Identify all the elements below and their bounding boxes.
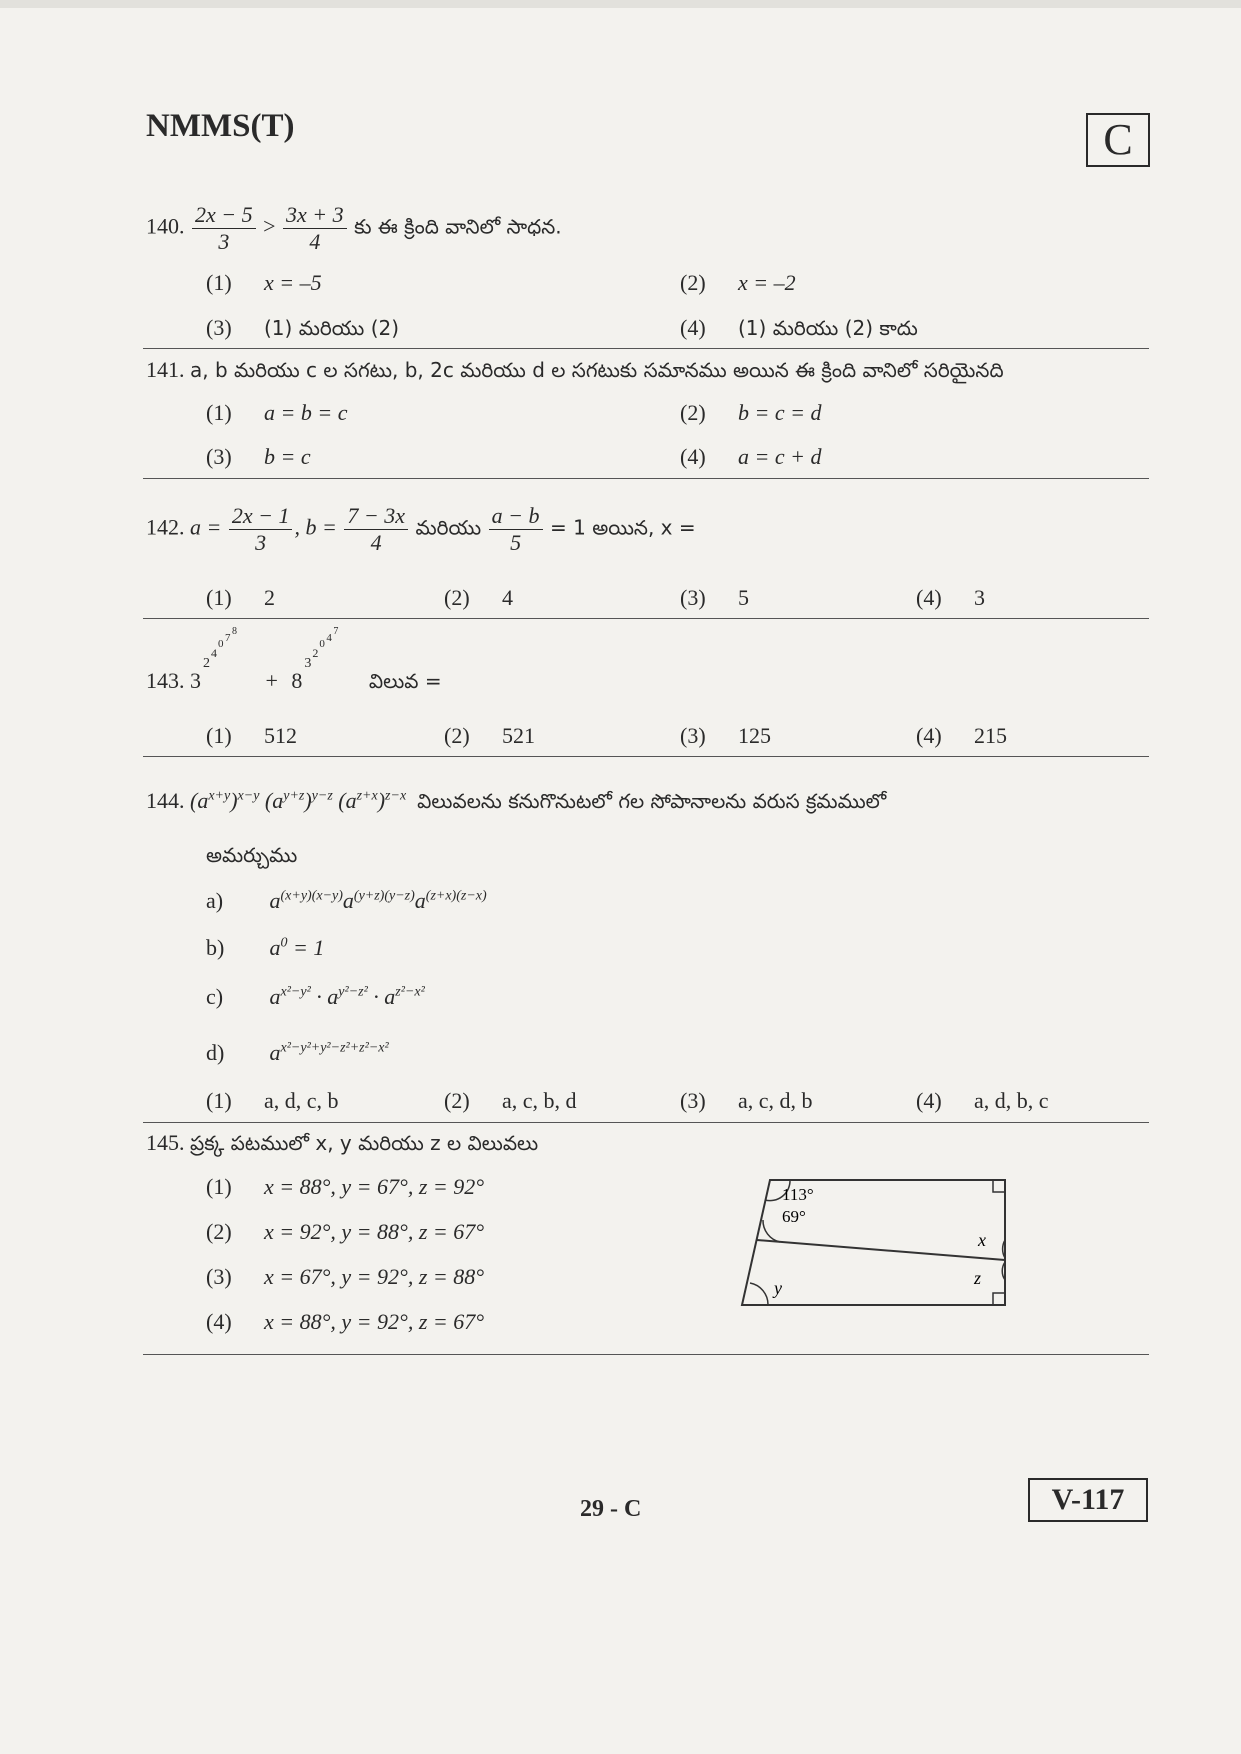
step-c: c) $a^{x^2-y^2} \cdot a^{y^2-z^2} \cdot a^{z^2-x^2}$ [206,984,425,1009]
question-number: 141. [146,357,185,382]
option-2: (2) 521 [444,723,535,748]
question-143 [146,626,442,698]
option-3: (3) b = c [206,444,311,469]
set-code-box: C [1086,113,1150,167]
question-text: a, b మరియు c ల సగటు, b, 2c మరియు d ల సగటుకు సమానము అయిన ఈ క్రింది వానిలో సరియైనది [190,358,1004,382]
question-145 [146,1130,538,1160]
question-text-continued: అమర్చుము [206,843,298,867]
question-140 [146,202,562,255]
page-top-edge [0,0,1241,8]
expr-term-3: $(a^{z+x})^{z-x}$ [338,788,407,813]
option-3: (3) 125 [680,723,771,748]
option-3: (3) x = 67°, y = 92°, z = 88° [206,1264,485,1289]
question-141 [146,357,1004,387]
angle-arc-y [750,1283,768,1305]
figure-diagonal [757,1240,1005,1260]
option-1: (1) 2 [206,585,275,610]
option-4: (4) a, d, b, c [916,1088,1049,1113]
label-z: z [974,1268,982,1288]
option-1: (1) x = –5 [206,270,322,295]
option-1: (1) 512 [206,723,297,748]
option-4: (4) 3 [916,585,985,610]
divider [143,348,1149,349]
gt-sign: > [263,213,276,239]
step-a: a) $a^{(x+y)(x-y)}a^{(y+z)(y-z)}a^{(z+x)(z-x)}$ [206,888,487,913]
label-113: 113° [782,1185,814,1204]
question-number: 144. [146,788,185,813]
divider [143,478,1149,479]
option-4: (4) x = 88°, y = 92°, z = 67° [206,1309,485,1334]
option-1: (1) x = 88°, y = 67°, z = 92° [206,1174,485,1199]
label-x: x [978,1230,986,1250]
question-number: 140. [146,213,185,239]
step-b: b) $a^0 = 1$ [206,935,325,960]
option-2: (2) a, c, b, d [444,1088,577,1113]
fraction-b: $\frac{7 - 3x}{4}$ [344,503,408,556]
option-2: (2) x = –2 [680,270,796,295]
option-4: (4) a = c + d [680,444,822,469]
label-69: 69° [782,1207,806,1226]
power-tower-2: 8 3 2 0 4 7 [291,626,339,693]
option-2: (2) b = c = d [680,400,822,425]
question-text: విలువలను కనుగొనుటలో గల సోపానాలను వరుస క్రమములో [417,789,887,813]
question-text: విలువ = [368,669,442,693]
option-1: (1) a = b = c [206,400,348,425]
fraction-lhs: $\frac{2x - 5}{3}$ [192,202,256,255]
step-d: d) $a^{x^2-y^2+y^2-z^2+z^2-x^2}$ [206,1040,389,1065]
plus-sign: + [265,668,278,693]
right-angle-mark-bottom [993,1293,1005,1305]
quadrilateral-figure [730,1170,1020,1320]
option-1: (1) a, d, c, b [206,1088,339,1113]
option-3: (3) (1) మరియు (2) [206,315,400,340]
option-4: (4) (1) మరియు (2) కాదు [680,315,918,340]
page-number: 29 - C [580,1496,642,1522]
question-text: ప్రక్క పటములో x, y మరియు z ల విలువలు [190,1131,539,1155]
question-number: 143. [146,668,185,693]
divider [143,1354,1149,1355]
expr-term-2: $(a^{y+z})^{y-z}$ [264,788,333,813]
option-3: (3) a, c, d, b [680,1088,813,1113]
booklet-code-box: V-117 [1028,1478,1148,1522]
angle-arc-69 [763,1220,780,1242]
question-text: కు ఈ క్రింది వానిలో సాధన. [354,214,562,239]
expr-term-1: $(a^{x+y})^{x-y}$ [190,788,260,813]
fraction-a: $\frac{2x - 1}{3}$ [229,503,293,556]
option-4: (4) 215 [916,723,1007,748]
label-y: y [774,1278,782,1298]
exam-title: NMMS(T) [146,108,295,144]
divider [143,756,1149,757]
question-number: 142. [146,514,185,540]
option-2: (2) 4 [444,585,513,610]
divider [143,618,1149,619]
fraction-c: $\frac{a - b}{5}$ [489,503,543,556]
power-tower-1: 3 2 4 0 7 8 [190,626,237,693]
divider [143,1122,1149,1123]
option-2: (2) x = 92°, y = 88°, z = 67° [206,1219,485,1244]
question-142: 142. a = $\frac{2x - 1}{3}$ , b = $\frac{7 - 3x}{4}$ మరియు $\frac{a - b}{5}$ = 1 అయిన, x = [146,503,696,555]
question-144 [146,788,886,818]
right-angle-mark-top [993,1180,1005,1192]
option-3: (3) 5 [680,585,749,610]
question-number: 145. [146,1130,185,1155]
fraction-rhs: $\frac{3x + 3}{4}$ [283,202,347,255]
